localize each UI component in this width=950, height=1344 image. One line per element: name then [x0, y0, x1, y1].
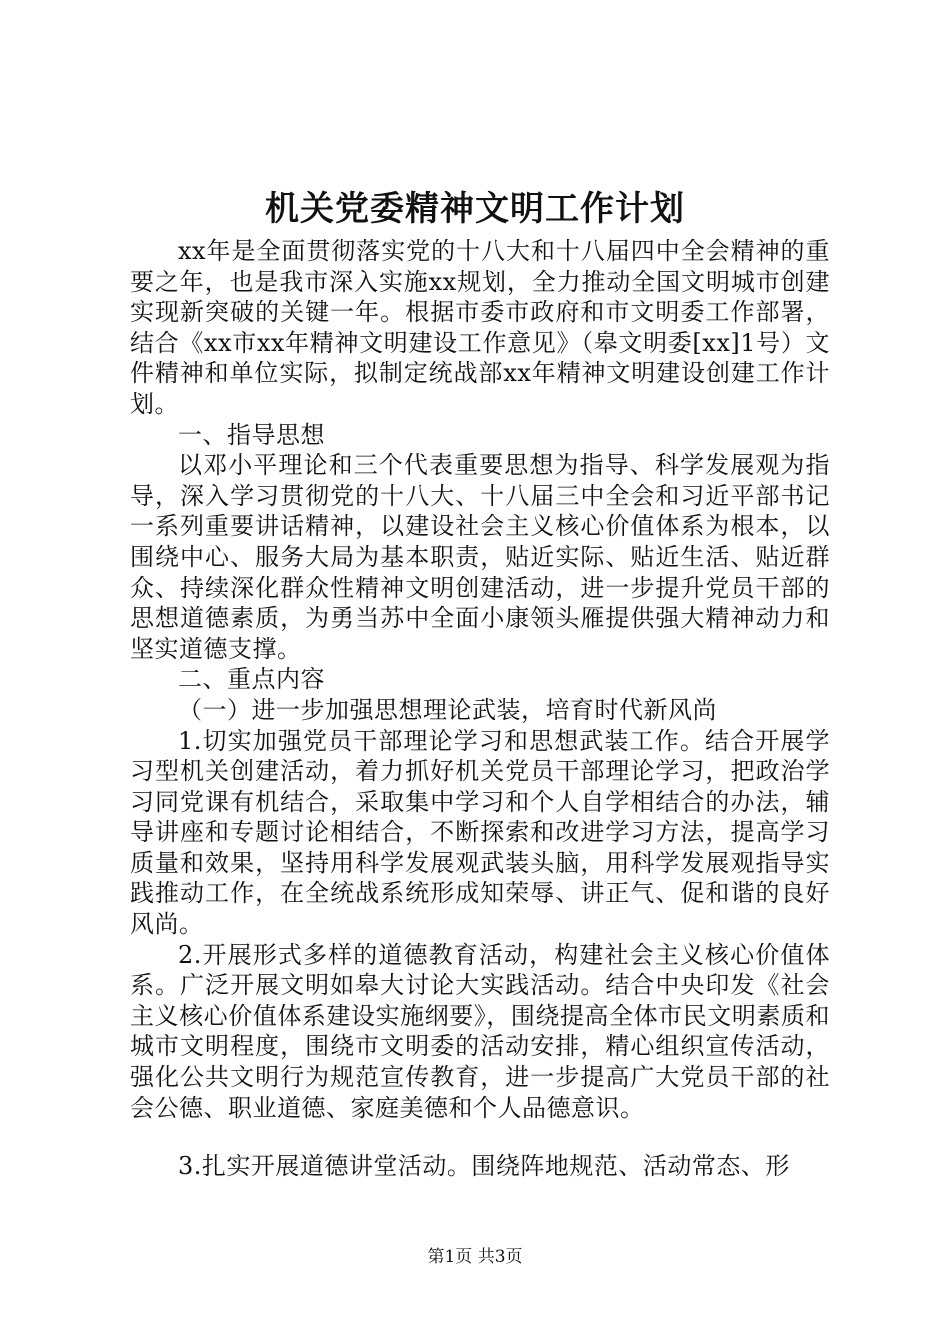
subsection-heading-1: （一）进一步加强思想理论武装，培育时代新风尚 — [178, 695, 717, 724]
document-body — [130, 236, 830, 1182]
item-3-paragraph: 3.扎实开展道德讲堂活动。围绕阵地规范、活动常态、形 — [178, 1152, 790, 1181]
guiding-ideology-paragraph: 以邓小平理论和三个代表重要思想为指导、科学发展观为指导，深入学习贯彻党的十八大、十八届三中全会和习近平部书记一系列重要讲话精神，以建设社会主义核心价值体系为根本，以围绕中心、服务大局为基本职责，贴近实际、贴近生活、贴近群众、持续深化群众性精神文明创建活动，进一步提升党员干部的思想道德素质，为勇当苏中全面小康领头雁提供强大精神动力和坚实道德支撑。 — [130, 451, 830, 663]
document-title: 机关党委精神文明工作计划 — [265, 189, 685, 229]
page-footer: 第1页 共3页 — [427, 1247, 523, 1267]
section-heading-key-content: 二、重点内容 — [178, 665, 325, 694]
item-1-paragraph: 1.切实加强党员干部理论学习和思想武装工作。结合开展学习型机关创建活动，着力抓好机关党员干部理论学习，把政治学习同党课有机结合，采取集中学习和个人自学相结合的办法，辅导讲座和专题讨论相结合，不断探索和改进学习方法，提高学习质量和效果，坚持用科学发展观武装头脑，用科学发展观指导实践推动工作，在全统战系统形成知荣辱、讲正气、促和谐的良好风尚。 — [130, 726, 830, 939]
item-2-paragraph: 2.开展形式多样的道德教育活动，构建社会主义核心价值体系。广泛开展文明如皋大讨论大实践活动。结合中央印发《社会主义核心价值体系建设实施纲要》，围绕提高全体市民文明素质和城市文明程度，围绕市文明委的活动安排，精心组织宣传活动，强化公共文明行为规范宣传教育，进一步提高广大党员干部的社会公德、职业道德、家庭美德和个人品德意识。 — [130, 940, 830, 1122]
section-heading-guiding-ideology: 一、指导思想 — [178, 420, 325, 449]
intro-paragraph: xx年是全面贯彻落实党的十八大和十八届四中全会精神的重要之年，也是我市深入实施xx规划，全力推动全国文明城市创建实现新突破的关键一年。根据市委市政府和市文明委工作部署，结合《xx市xx年精神文明建设工作意见》（皋文明委[xx]1号）文件精神和单位实际，拟制定统战部xx年精神文明建设创建工作计划。 — [130, 237, 830, 418]
